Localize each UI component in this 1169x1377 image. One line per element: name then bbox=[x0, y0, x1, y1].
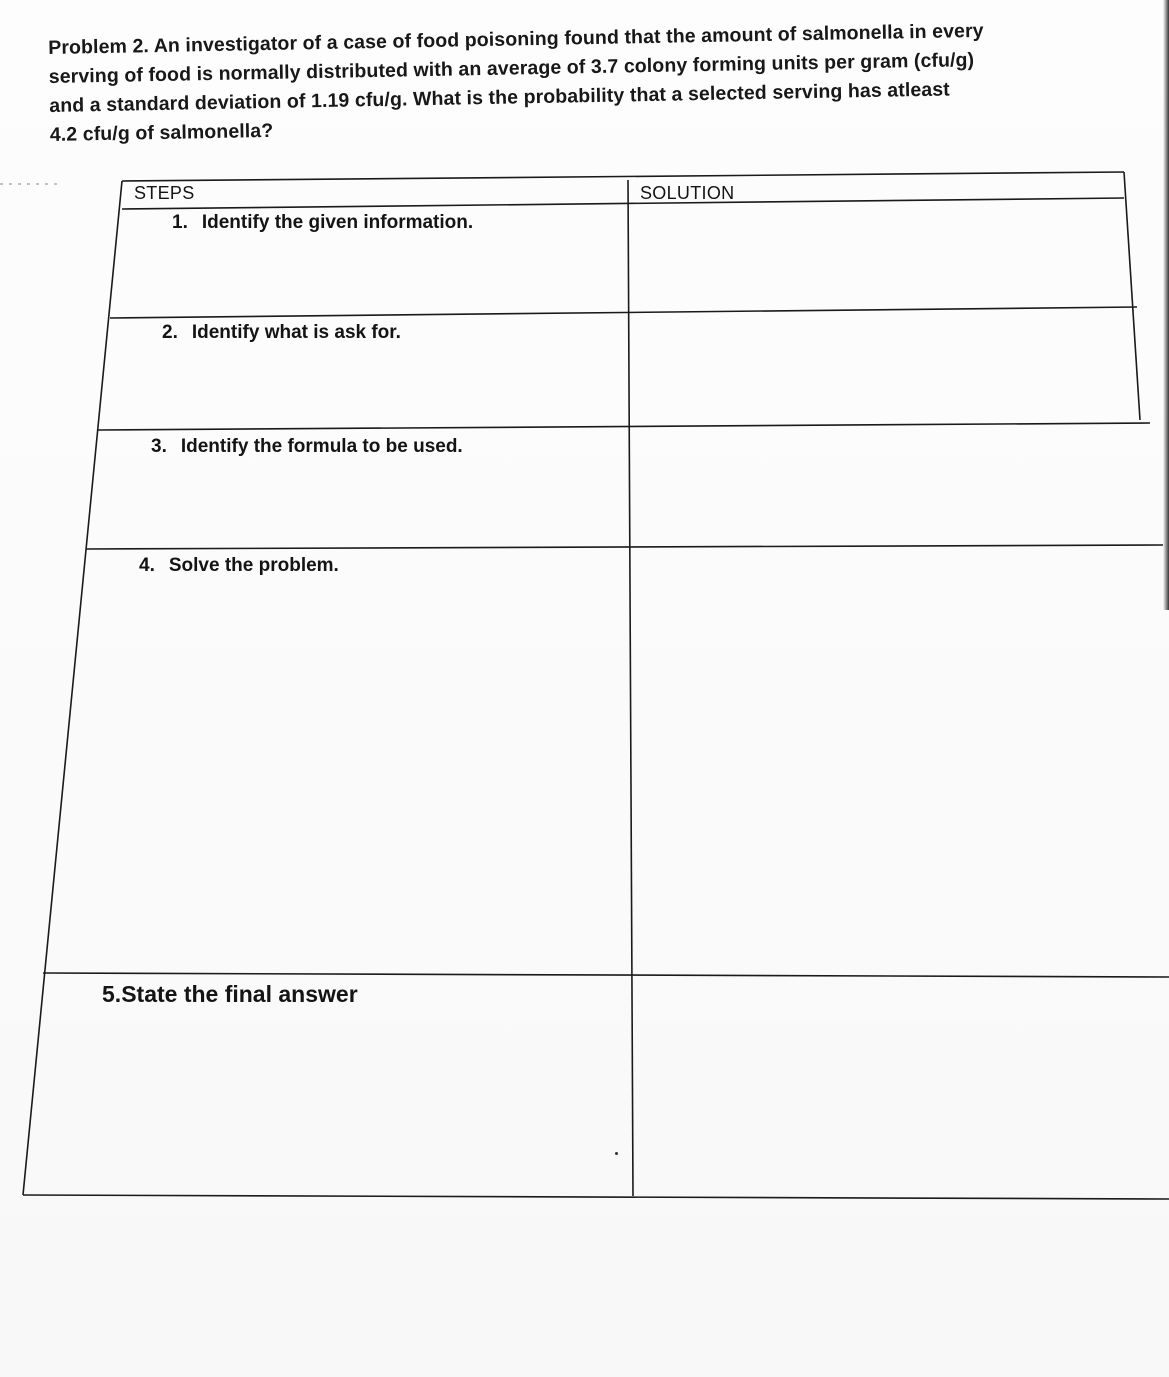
step-row-3 bbox=[151, 436, 463, 458]
step-row-5 bbox=[102, 981, 358, 1008]
problem-line: Problem 2. An investigator of a case of food poisoning found that the amount of salmonella in every bbox=[48, 19, 984, 59]
problem-line: and a standard deviation of 1.19 cfu/g. What is the probability that a selected serving has atleast bbox=[49, 78, 950, 117]
step-label: Solve the problem. bbox=[168, 555, 339, 576]
step-number: 1. bbox=[172, 212, 188, 233]
step-label: State the final answer bbox=[121, 981, 358, 1007]
step-number: 5. bbox=[102, 981, 122, 1007]
step-row-1 bbox=[172, 212, 473, 234]
step-number: 3. bbox=[151, 436, 167, 457]
step-row-2 bbox=[162, 322, 401, 344]
header-solution: SOLUTION bbox=[640, 183, 735, 203]
problem-line: serving of food is normally distributed with an average of 3.7 colony forming units per gram (cfu/g) bbox=[48, 49, 975, 88]
header-steps: STEPS bbox=[134, 183, 195, 203]
step-label: Identify the formula to be used. bbox=[180, 436, 463, 457]
step-row-4 bbox=[139, 555, 339, 577]
step-number: 4. bbox=[139, 555, 155, 576]
step-label: Identify the given information. bbox=[201, 212, 474, 233]
problem-line: 4.2 cfu/g of salmonella? bbox=[49, 119, 274, 146]
step-number: 2. bbox=[162, 322, 178, 343]
step-label: Identify what is ask for. bbox=[191, 322, 401, 343]
stray-mark bbox=[615, 1152, 618, 1155]
